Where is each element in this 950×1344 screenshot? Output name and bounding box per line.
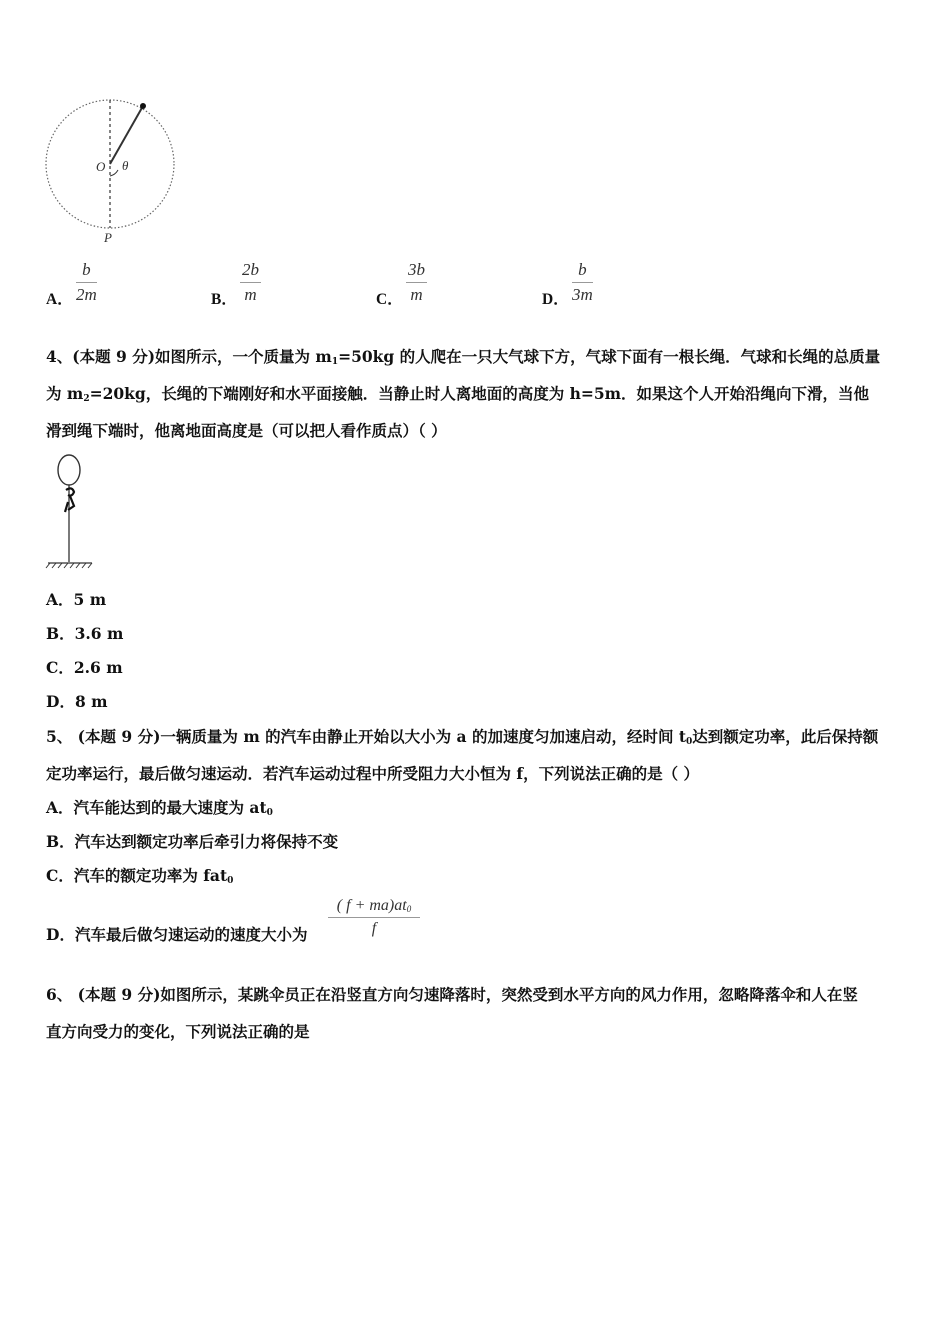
fraction-denominator: m [244, 285, 257, 304]
q4-line-3: 滑到绳下端时，他离地面高度是（可以把人看作质点）（ ） [46, 421, 447, 440]
label-p: P [104, 230, 112, 245]
q3-option-d-fraction [572, 260, 593, 305]
q5-option-d: D．汽车最后做匀速运动的速度大小为 [46, 925, 308, 944]
q4-line-2: 为 $m_2=20kg$，长绳的下端刚好和水平面接触．当静止时人离地面的高度为 h=5m．如果这个人开始沿绳向下滑，当他 [46, 384, 870, 404]
fraction-denominator: 2m [76, 285, 97, 304]
q6-line-2: 直方向受力的变化，下列说法正确的是 [46, 1022, 310, 1041]
fraction-denominator: m [410, 285, 423, 304]
q5-option-a: A．汽车能达到的最大速度为 $at_0$ [46, 798, 273, 818]
label-o: O [96, 159, 106, 174]
q3-option-c-letter: C． [376, 291, 403, 308]
fraction-numerator: b [578, 260, 587, 279]
q4-option-d: D．8 m [46, 692, 108, 711]
q5-line-1: 5、 (本题 9 分)一辆质量为 m 的汽车由静止开始以大小为 a 的加速度匀加速启动，经时间 $t_0$达到额定功率，此后保持额 [46, 727, 879, 747]
fraction-numerator: ( $f + ma)at_0$ [336, 897, 412, 914]
q4-option-c: C．2.6 m [46, 658, 123, 677]
q3-option-a-fraction [76, 260, 97, 305]
q3-option-b-letter: B． [211, 291, 237, 308]
balloon-diagram [40, 452, 100, 572]
q3-option-d-letter: D． [542, 291, 569, 308]
fraction-denominator: 3m [572, 285, 593, 304]
q5-option-c: C．汽车的额定功率为 fat$_0$ [46, 866, 234, 886]
q3-option-a-letter: A． [46, 291, 73, 308]
q5-option-d-fraction [328, 897, 420, 938]
q3-option-b-fraction [240, 260, 261, 305]
q4-option-a: A．5 m [46, 590, 107, 609]
label-theta: θ [122, 158, 129, 173]
fraction-numerator: 3b [408, 260, 425, 279]
q4-line-1: 4、(本题 9 分)如图所示，一个质量为 $m_1=50kg$ 的人爬在一只大气球下方，气球下面有一根长绳．气球和长绳的总质量 [46, 347, 881, 367]
circle-diagram [38, 92, 188, 252]
fraction-denominator: f [371, 920, 377, 937]
q5-line-2: 定功率运行，最后做匀速运动．若汽车运动过程中所受阻力大小恒为 f，下列说法正确的是（ ） [46, 764, 699, 783]
fraction-numerator: b [82, 260, 91, 279]
q5-option-b: B．汽车达到额定功率后牵引力将保持不变 [46, 832, 339, 851]
q3-option-c-fraction [406, 260, 427, 305]
q4-option-b: B．3.6 m [46, 624, 124, 643]
fraction-numerator: 2b [242, 260, 259, 279]
q6-line-1: 6、 (本题 9 分)如图所示，某跳伞员正在沿竖直方向匀速降落时，突然受到水平方向的风力作用，忽略降落伞和人在竖 [46, 985, 858, 1004]
